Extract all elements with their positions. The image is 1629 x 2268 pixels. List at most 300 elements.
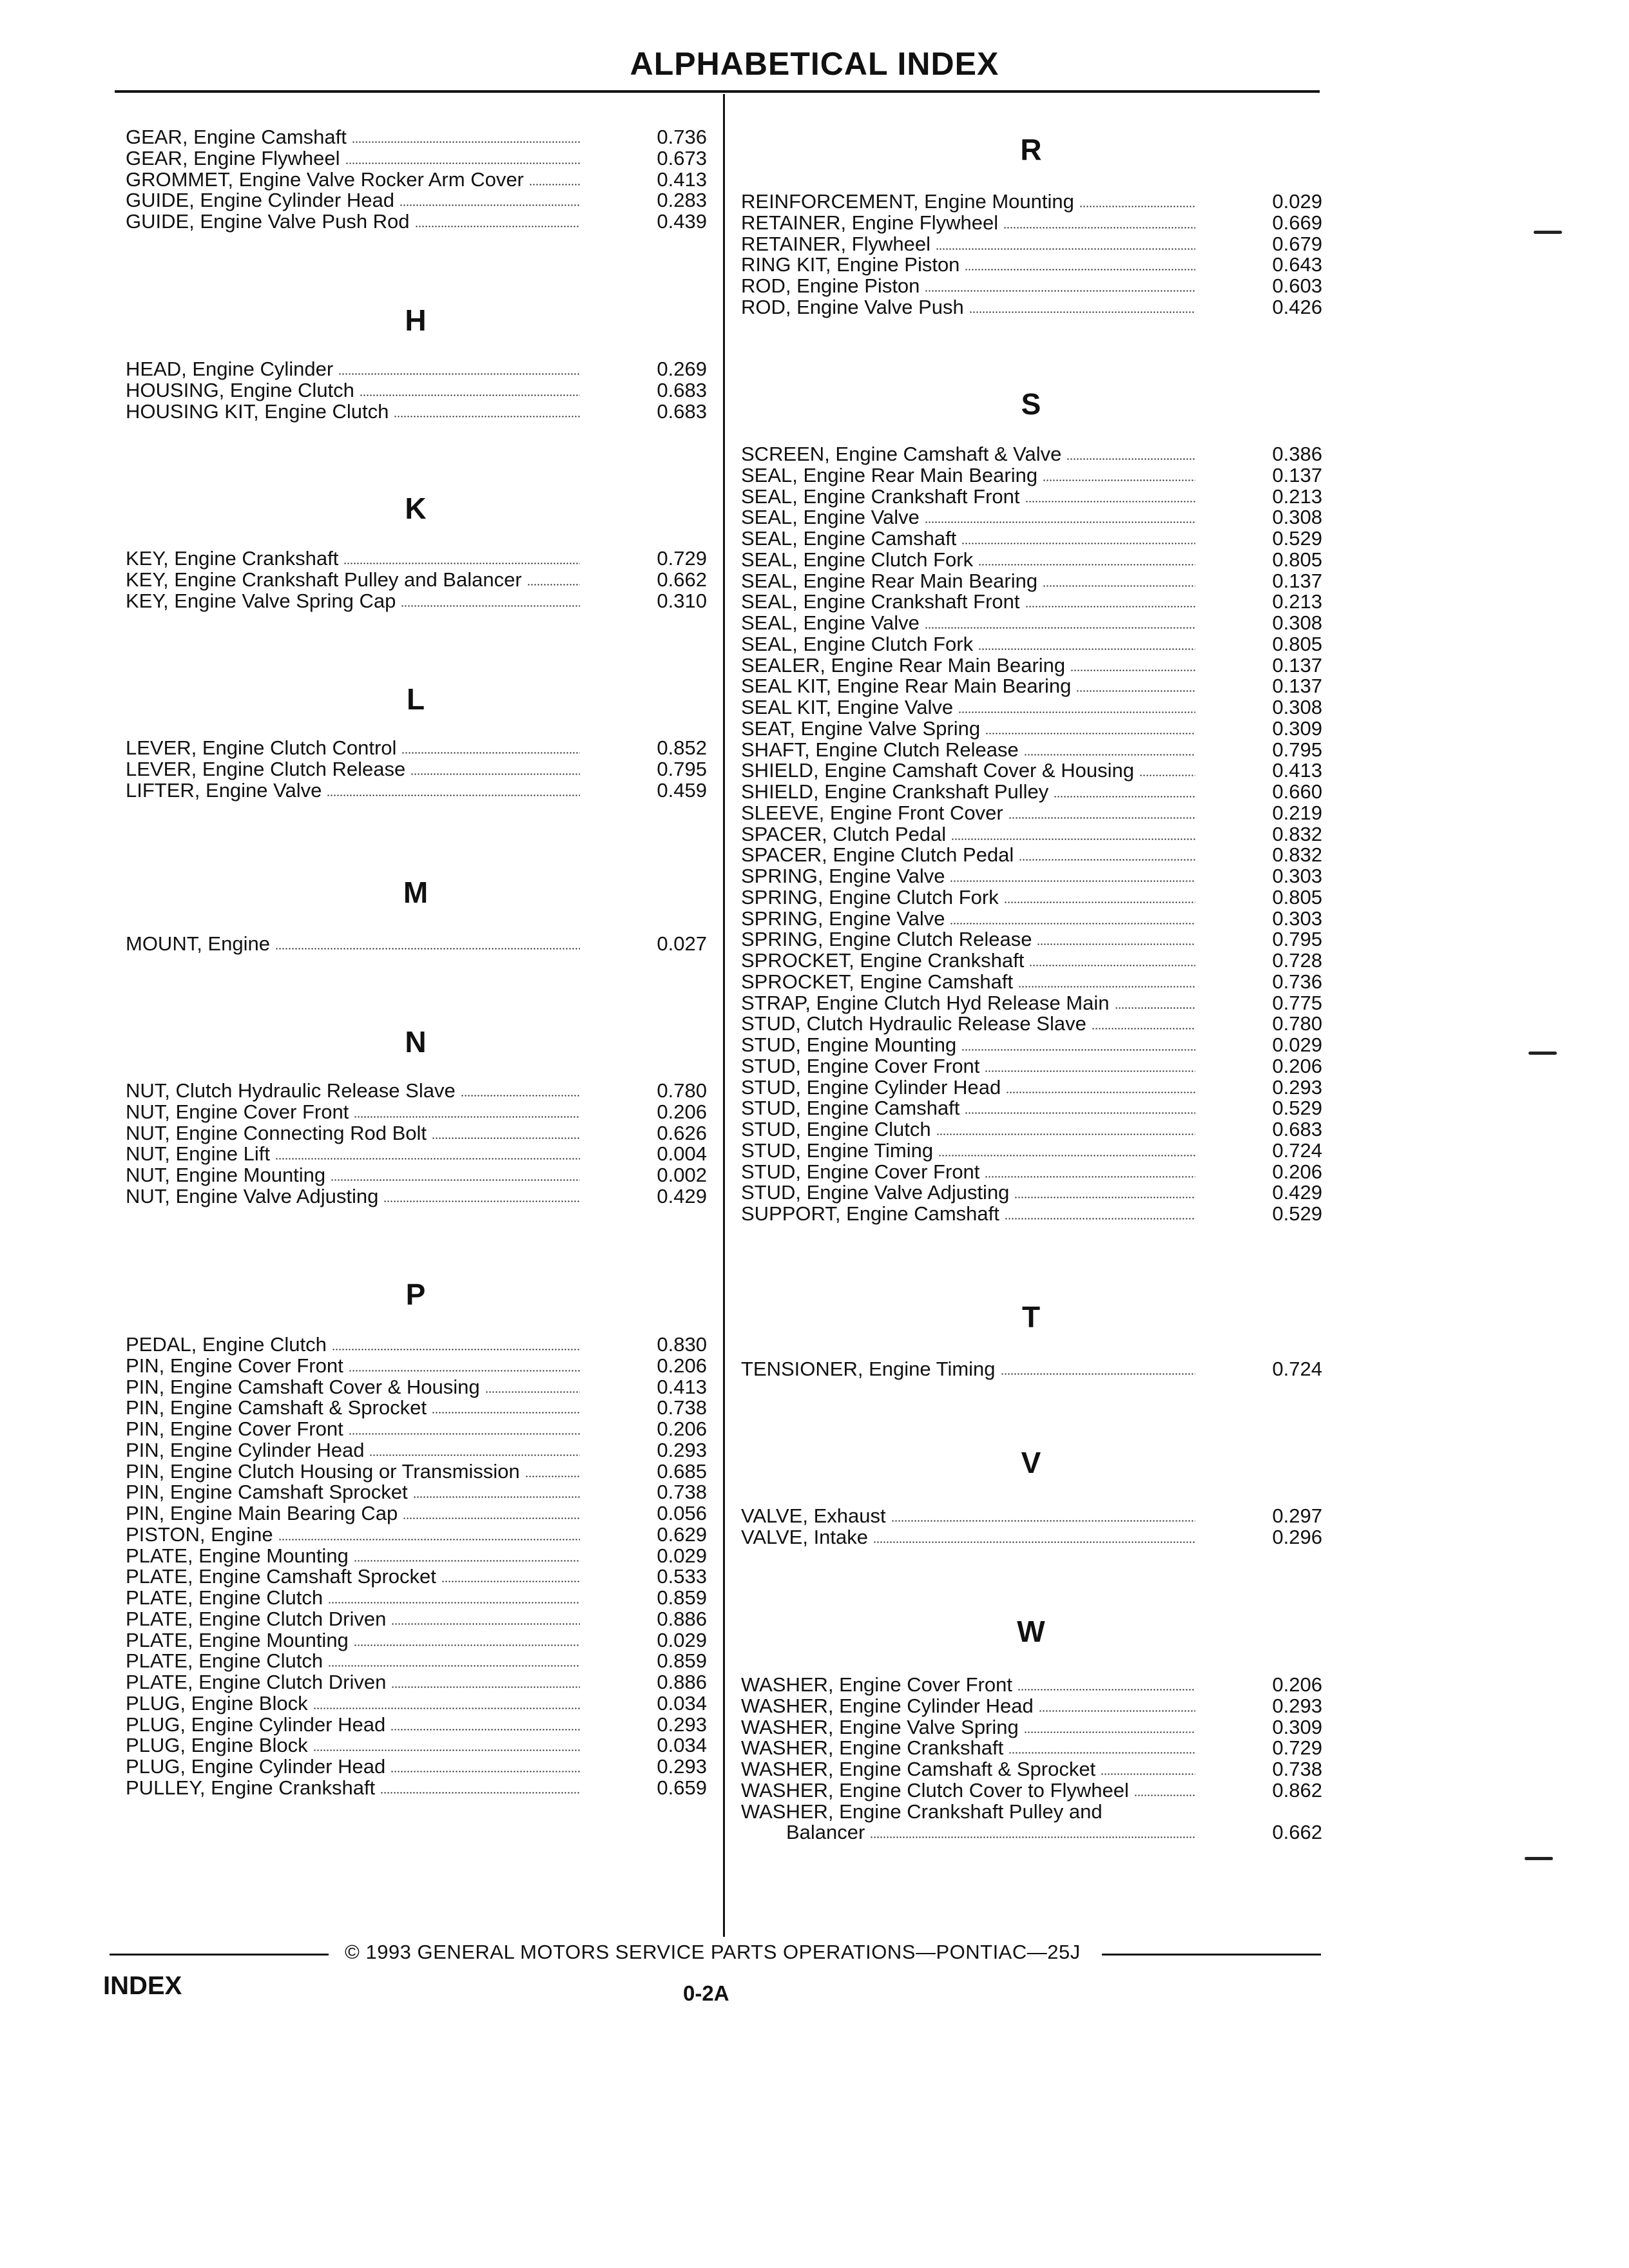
index-entry [126,1143,713,1164]
index-entry [741,655,1329,676]
dot-leader [891,1520,1195,1522]
entry-label: SPACER, Clutch Pedal [741,822,947,845]
entry-label: SPRING, Engine Clutch Fork [741,885,999,908]
entry-page-ref: 0.308 [1272,611,1322,634]
entry-label: WASHER, Engine Cover Front [741,1673,1012,1696]
entry-page-ref: 0.027 [657,932,707,955]
entry-page-ref: 0.029 [1272,1033,1322,1056]
index-entry [126,1418,713,1439]
margin-mark [1525,1857,1553,1860]
index-entry [126,1608,713,1629]
index-entry [741,1097,1329,1119]
index-entry [741,570,1329,591]
index-entry [741,1821,1329,1843]
entry-page-ref: 0.862 [1272,1778,1322,1802]
entry-page-ref: 0.034 [657,1734,707,1757]
letter-heading-w: W [1017,1615,1045,1648]
index-entry [126,1397,713,1418]
entry-page-ref: 0.303 [1272,907,1322,930]
entry-page-ref: 0.303 [1272,865,1322,887]
entry-label: PLATE, Engine Clutch [126,1649,323,1673]
dot-leader [1004,901,1195,903]
dot-leader [275,948,580,950]
entry-page-ref: 0.685 [657,1459,707,1483]
dot-leader [391,1686,580,1688]
dot-leader [965,269,1195,271]
entry-label: SPRING, Engine Clutch Release [741,928,1032,951]
entry-page-ref: 0.137 [1272,569,1322,592]
entry-page-ref: 0.413 [657,1375,707,1398]
entry-label: WASHER, Engine Crankshaft [741,1736,1004,1760]
index-entry [741,612,1329,633]
entry-page-ref: 0.669 [1272,211,1322,234]
entry-label: STUD, Engine Clutch [741,1118,931,1140]
dot-leader [978,564,1195,566]
entry-page-ref: 0.137 [1272,653,1322,677]
index-entry [126,1756,713,1777]
index-entry [126,1524,713,1545]
dot-leader [278,1539,580,1541]
dot-leader [870,1836,1195,1838]
dot-leader [965,1112,1195,1114]
entry-label: SEAL KIT, Engine Valve [741,696,954,718]
entry-label: NUT, Engine Valve Adjusting [126,1184,379,1207]
entry-label: SHAFT, Engine Clutch Release [741,738,1019,761]
entry-page-ref: 0.533 [657,1565,707,1588]
index-entry [126,1080,713,1101]
entry-page-ref: 0.738 [657,1396,707,1419]
entry-page-ref: 0.805 [1272,548,1322,571]
entry-label: SEAL, Engine Clutch Fork [741,632,974,655]
index-entry [741,212,1329,233]
index-entry [741,1716,1329,1738]
entry-label: SEALER, Engine Rear Main Bearing [741,653,1066,677]
entry-page-ref: 0.659 [657,1776,707,1799]
footer-rule-right [1102,1954,1321,1956]
dot-leader [1070,669,1195,671]
dot-leader [529,184,580,186]
entry-label: WASHER, Engine Camshaft & Sprocket [741,1758,1096,1780]
entry-label: PLATE, Engine Camshaft Sprocket [126,1565,436,1588]
entry-label: SPROCKET, Engine Crankshaft [741,949,1025,972]
index-entry [126,1164,713,1186]
entry-page-ref: 0.683 [657,399,707,423]
index-entry [741,1119,1329,1140]
index-entry [126,211,713,232]
entry-page-ref: 0.269 [657,358,707,380]
entry-label: RETAINER, Flywheel [741,232,930,255]
entry-label: PULLEY, Engine Crankshaft [126,1776,376,1799]
entry-label: GUIDE, Engine Valve Push Rod [126,210,410,233]
letter-heading-m: M [403,876,429,909]
entry-page-ref: 0.056 [657,1502,707,1524]
entry-page-ref: 0.683 [657,378,707,401]
entry-page-ref: 0.309 [1272,716,1322,740]
entry-label: SEAL, Engine Valve [741,611,920,634]
entry-page-ref: 0.529 [1272,527,1322,550]
index-entry [741,1674,1329,1695]
dot-leader [1037,943,1195,945]
dot-leader [1005,1218,1195,1220]
letter-heading-p: P [405,1278,426,1311]
entry-label: SPACER, Engine Clutch Pedal [741,843,1014,867]
entry-label: GEAR, Engine Camshaft [126,126,347,148]
index-entry [741,950,1329,971]
index-entry [126,1376,713,1398]
index-entry [126,169,713,190]
dot-leader [985,1176,1195,1178]
entry-label: PIN, Engine Camshaft Sprocket [126,1481,408,1504]
dot-leader [349,1433,580,1435]
entry-page-ref: 0.293 [1272,1075,1322,1099]
entry-label: STUD, Engine Cylinder Head [741,1075,1001,1099]
entry-page-ref: 0.795 [657,757,707,780]
entry-label: PIN, Engine Cover Front [126,1354,343,1377]
index-entry [741,506,1329,528]
dot-leader [1115,1007,1195,1009]
dot-leader [401,752,580,754]
dot-leader [400,204,580,206]
dot-leader [345,162,580,164]
letter-heading-v: V [1021,1446,1041,1479]
entry-label: PLATE, Engine Clutch [126,1586,323,1609]
dot-leader [338,373,580,375]
dot-leader [978,648,1195,650]
dot-leader [485,1391,580,1393]
dot-leader [1024,754,1195,756]
entry-page-ref: 0.859 [657,1586,707,1609]
entry-label: SEAL, Engine Rear Main Bearing [741,569,1038,592]
entry-label: PLUG, Engine Cylinder Head [126,1755,386,1778]
entry-label: SEAT, Engine Valve Spring [741,716,981,740]
entry-label: PIN, Engine Cover Front [126,1418,343,1440]
entry-label: SEAL KIT, Engine Rear Main Bearing [741,675,1072,698]
entry-page-ref: 0.029 [657,1628,707,1651]
entry-label: REINFORCEMENT, Engine Mounting [741,190,1074,213]
dot-leader [1008,1752,1195,1754]
entry-label: SCREEN, Engine Camshaft & Valve [741,443,1062,465]
index-entry [126,1650,713,1671]
dot-leader [328,1602,580,1604]
index-entry [126,1566,713,1587]
entry-label: PIN, Engine Camshaft & Sprocket [126,1396,427,1419]
entry-label: PLATE, Engine Clutch Driven [126,1607,387,1630]
entry-page-ref: 0.429 [1272,1181,1322,1204]
entry-page-ref: 0.137 [1272,675,1322,698]
dot-leader [1054,796,1195,798]
entry-page-ref: 0.662 [657,568,707,591]
index-entry [741,1203,1329,1224]
index-entry [126,126,713,148]
index-entry [126,569,713,590]
index-entry [741,887,1329,908]
index-entry [741,908,1329,929]
letter-heading-n: N [405,1025,427,1059]
entry-label: PIN, Engine Clutch Housing or Transmission [126,1459,520,1483]
entry-label: WASHER, Engine Crankshaft Pulley and [741,1800,1103,1823]
entry-page-ref: 0.004 [657,1142,707,1166]
index-entry [741,865,1329,887]
entry-page-ref: 0.206 [657,1418,707,1440]
entry-label: STUD, Engine Camshaft [741,1097,960,1120]
index-entry [126,1777,713,1798]
entry-label: GUIDE, Engine Cylinder Head [126,189,394,212]
entry-page-ref: 0.213 [1272,590,1322,613]
dot-leader [328,1665,580,1667]
index-entry [741,1077,1329,1098]
entry-label: PIN, Engine Camshaft Cover & Housing [126,1375,480,1398]
dot-leader [1008,817,1195,819]
entry-label: RING KIT, Engine Piston [741,253,960,276]
index-entry [741,1055,1329,1077]
entry-label: PLUG, Engine Block [126,1734,308,1757]
dot-leader [1003,227,1195,229]
index-entry [741,1182,1329,1203]
entry-label: SLEEVE, Engine Front Cover [741,801,1003,824]
entry-label: STUD, Clutch Hydraulic Release Slave [741,1012,1086,1035]
entry-page-ref: 0.662 [1272,1821,1322,1844]
entry-label: HEAD, Engine Cylinder [126,358,334,380]
index-entry [741,1505,1329,1526]
index-entry [741,1526,1329,1548]
dot-leader [873,1541,1195,1543]
index-entry [126,1461,713,1482]
entry-label: HOUSING, Engine Clutch [126,378,354,401]
index-entry [741,675,1329,697]
index-entry [126,1122,713,1144]
entry-label: GEAR, Engine Flywheel [126,146,340,169]
entry-label: KEY, Engine Crankshaft Pulley and Balancer [126,568,522,591]
entry-page-ref: 0.780 [657,1079,707,1102]
entry-page-ref: 0.775 [1272,991,1322,1014]
dot-leader [410,773,580,775]
entry-page-ref: 0.206 [1272,1054,1322,1077]
dot-leader [1006,1091,1195,1093]
index-entry [126,1629,713,1651]
index-entry [741,1358,1329,1379]
entry-label: SUPPORT, Engine Camshaft [741,1202,999,1225]
dot-leader [1043,479,1195,481]
page-title: ALPHABETICAL INDEX [630,46,999,82]
entry-label: SEAL, Engine Crankshaft Front [741,485,1020,508]
entry-page-ref: 0.724 [1272,1139,1322,1162]
entry-label: PLATE, Engine Mounting [126,1628,349,1651]
entry-page-ref: 0.736 [1272,970,1322,993]
entry-page-ref: 0.736 [657,126,707,148]
dot-leader [380,1792,580,1794]
index-entry [741,633,1329,655]
dot-leader [401,605,580,607]
entry-page-ref: 0.029 [657,1544,707,1567]
dot-leader [1001,1373,1195,1375]
index-entry [126,401,713,422]
entry-label: STUD, Engine Valve Adjusting [741,1181,1010,1204]
index-entry [741,781,1329,802]
dot-leader [1024,1731,1195,1733]
dot-leader [332,1349,580,1350]
entry-label: PLUG, Engine Block [126,1691,308,1715]
entry-page-ref: 0.029 [1272,190,1322,213]
entry-page-ref: 0.729 [657,547,707,570]
index-entry [741,254,1329,275]
dot-leader [1139,774,1195,776]
dot-leader [391,1623,580,1625]
entry-label: TENSIONER, Engine Timing [741,1358,996,1380]
entry-page-ref: 0.413 [657,168,707,191]
entry-label: NUT, Engine Cover Front [126,1100,349,1123]
dot-leader [360,394,580,396]
entry-page-ref: 0.459 [657,778,707,802]
entry-page-ref: 0.529 [1272,1097,1322,1120]
entry-label: SHIELD, Engine Crankshaft Pulley [741,780,1049,803]
index-entry [126,780,713,801]
index-entry [126,590,713,611]
section-label: INDEX [103,1972,182,2000]
dot-leader [936,1133,1195,1135]
footer-rule-left [110,1954,329,1956]
entry-page-ref: 0.629 [657,1523,707,1546]
index-entry [741,296,1329,318]
entry-page-ref: 0.724 [1272,1358,1322,1380]
entry-page-ref: 0.886 [657,1671,707,1693]
letter-heading-h: H [405,303,427,337]
entry-label: STUD, Engine Timing [741,1139,934,1162]
dot-leader [383,1200,580,1202]
dot-leader [343,562,580,564]
dot-leader [349,1370,580,1372]
entry-page-ref: 0.738 [1272,1758,1322,1780]
index-entry [126,1101,713,1122]
dot-leader [950,923,1195,925]
entry-page-ref: 0.795 [1272,738,1322,761]
dot-leader [1029,965,1195,966]
index-entry [741,992,1329,1014]
entry-page-ref: 0.673 [657,146,707,169]
entry-label: NUT, Engine Lift [126,1142,270,1166]
entry-page-ref: 0.852 [657,736,707,759]
entry-page-ref: 0.206 [1272,1160,1322,1183]
index-entry [126,358,713,380]
page-number: 0-2A [683,1981,729,2005]
entry-label: Balancer [786,1821,865,1844]
entry-label: PEDAL, Engine Clutch [126,1333,327,1356]
entry-page-ref: 0.830 [657,1333,707,1356]
entry-page-ref: 0.137 [1272,463,1322,486]
entry-page-ref: 0.780 [1272,1012,1322,1035]
dot-leader [1025,501,1195,503]
letter-heading-k: K [405,492,427,525]
entry-label: ROD, Engine Valve Push [741,295,964,318]
dot-leader [525,1475,580,1477]
entry-label: PIN, Engine Cylinder Head [126,1438,365,1461]
index-entry [741,739,1329,760]
entry-page-ref: 0.679 [1272,232,1322,255]
entry-page-ref: 0.283 [657,189,707,212]
entry-page-ref: 0.729 [1272,1736,1322,1760]
entry-label: MOUNT, Engine [126,932,270,955]
index-entry [741,275,1329,296]
index-entry [741,465,1329,486]
dot-leader [432,1412,580,1414]
entry-label: STUD, Engine Mounting [741,1033,957,1056]
dot-leader [313,1749,580,1751]
dot-leader [327,794,580,796]
entry-page-ref: 0.683 [1272,1118,1322,1140]
dot-leader [936,248,1195,250]
dot-leader [925,627,1195,629]
dot-leader [969,311,1195,313]
entry-page-ref: 0.603 [1272,274,1322,297]
index-entry [741,697,1329,718]
entry-label: STUD, Engine Cover Front [741,1160,980,1183]
entry-page-ref: 0.886 [657,1607,707,1630]
index-entry [741,528,1329,549]
entry-label: SEAL, Engine Clutch Fork [741,548,974,571]
letter-heading-t: T [1021,1300,1041,1334]
entry-page-ref: 0.643 [1272,253,1322,276]
index-entry [126,1545,713,1566]
entry-label: SHIELD, Engine Camshaft Cover & Housing [741,759,1134,782]
entry-page-ref: 0.293 [1272,1694,1322,1717]
index-entry [741,718,1329,739]
title-rule [115,90,1320,93]
index-entry [126,1439,713,1461]
index-entry [741,1758,1329,1780]
index-entry [741,1780,1329,1801]
entry-label: SEAL, Engine Rear Main Bearing [741,463,1038,486]
entry-page-ref: 0.309 [1272,1715,1322,1738]
entry-label: HOUSING KIT, Engine Clutch [126,399,389,423]
index-entry [126,548,713,569]
index-entry [741,591,1329,612]
entry-label: STUD, Engine Cover Front [741,1054,980,1077]
entry-label: KEY, Engine Valve Spring Cap [126,589,396,612]
entry-label: VALVE, Exhaust [741,1504,886,1527]
index-entry [126,1671,713,1693]
dot-leader [403,1517,580,1519]
entry-page-ref: 0.738 [657,1481,707,1504]
entry-label: PLATE, Engine Mounting [126,1544,349,1567]
index-entry [126,1735,713,1756]
entry-label: VALVE, Intake [741,1525,869,1548]
dot-leader [394,416,580,418]
index-entry [741,191,1329,212]
index-entry [741,823,1329,845]
entry-label: SEAL, Engine Valve [741,506,920,529]
dot-leader [275,1158,580,1160]
index-entry [741,443,1329,465]
index-entry [741,844,1329,865]
dot-leader [1019,859,1195,861]
entry-page-ref: 0.213 [1272,485,1322,508]
dot-leader [950,880,1195,882]
dot-leader [415,226,580,227]
dot-leader [925,521,1195,523]
dot-leader [313,1707,580,1709]
index-entry [126,1481,713,1503]
entry-page-ref: 0.795 [1272,928,1322,951]
dot-leader [1025,606,1195,608]
entry-page-ref: 0.206 [657,1100,707,1123]
margin-mark [1534,231,1562,234]
entry-page-ref: 0.219 [1272,801,1322,824]
index-entry [126,737,713,758]
index-entry [126,1693,713,1714]
index-entry [741,971,1329,992]
dot-leader [354,1116,580,1118]
dot-leader [961,543,1195,544]
entry-page-ref: 0.002 [657,1164,707,1186]
